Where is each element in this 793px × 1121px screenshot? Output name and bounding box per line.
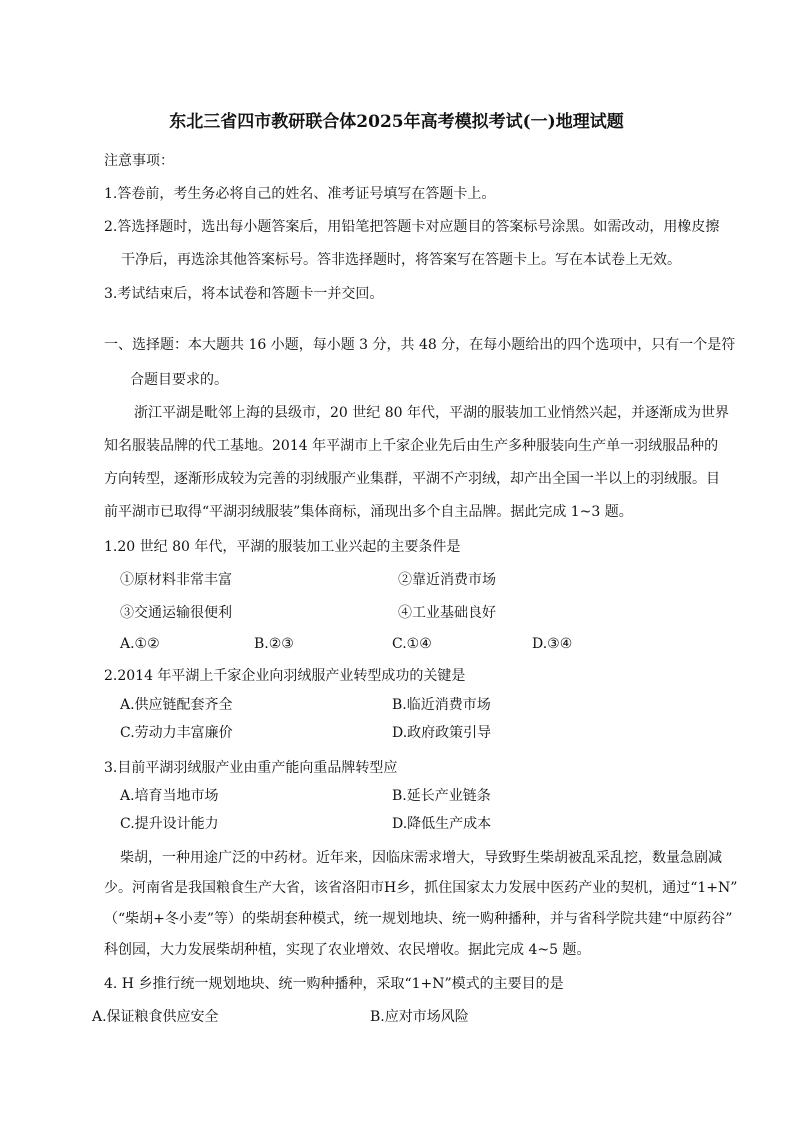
notice-item-2: 2.答选择题时，选出每小题答案后，用铅笔把答题卡对应题目的答案标号涂黑。如需改动，用橡皮擦 xyxy=(104,219,720,235)
q3-option-c: C.提升设计能力 xyxy=(120,816,219,832)
q2-option-a: A.供应链配套齐全 xyxy=(120,697,233,713)
q3-option-a: A.培育当地市场 xyxy=(120,788,219,804)
q1-item-3: ③交通运输很便利 xyxy=(120,605,232,621)
q2-option-b: B.临近消费市场 xyxy=(392,697,491,713)
passage1-line-3: 方向转型，逐渐形成较为完善的羽绒服产业集群，平湖不产羽绒，却产出全国一半以上的羽绒服。目 xyxy=(104,471,720,487)
q2-option-d: D.政府政策引导 xyxy=(392,725,492,741)
q1-option-b: B.②③ xyxy=(254,636,294,652)
passage1-line-1: 浙江平湖是毗邻上海的县级市，20 世纪 80 年代，平湖的服装加工业悄然兴起，并逐渐成为世界 xyxy=(134,405,729,421)
passage1-line-4: 前平湖市已取得“平湖羽绒服装”集体商标，涌现出多个自主品牌。据此完成 1~3 题。 xyxy=(104,504,633,520)
section-heading: 一、选择题：本大题共 16 小题，每小题 3 分，共 48 分，在每小题给出的四个选项中，只有一个是符 xyxy=(104,337,736,353)
q1-stem: 1.20 世纪 80 年代，平湖的服装加工业兴起的主要条件是 xyxy=(104,539,461,555)
q1-item-4: ④工业基础良好 xyxy=(398,605,496,621)
q1-option-a: A.①② xyxy=(120,636,160,652)
passage2-line-4: 科创园，大力发展柴胡种植，实现了农业增效、农民增收。据此完成 4~5 题。 xyxy=(104,942,591,958)
q4-option-a: A.保证粮食供应安全 xyxy=(92,1009,219,1025)
notice-item-3: 3.考试结束后，将本试卷和答题卡一并交回。 xyxy=(104,286,384,302)
passage1-line-2: 知名服装品牌的代工基地。2014 年平湖市上千家企业先后由生产多种服装向生产单一羽绒服品种的 xyxy=(104,438,719,454)
notice-item-1: 1.答卷前，考生务必将自己的姓名、准考证号填写在答题卡上。 xyxy=(104,186,496,202)
q4-option-b: B.应对市场风险 xyxy=(370,1009,469,1025)
q1-option-d: D.③④ xyxy=(532,636,573,652)
q2-stem: 2.2014 年平湖上千家企业向羽绒服产业转型成功的关键是 xyxy=(104,668,466,684)
q1-item-1: ①原材料非常丰富 xyxy=(120,572,232,588)
page-title: 东北三省四市教研联合体2025年高考模拟考试(一)地理试题 xyxy=(169,112,624,132)
passage2-line-3: （“柴胡+冬小麦”等）的柴胡套种模式，统一规划地块、统一购种播种，并与省科学院共建“中原药谷” xyxy=(104,911,733,927)
q3-stem: 3.目前平湖羽绒服产业由重产能向重品牌转型应 xyxy=(104,760,398,776)
notice-item-2-cont: 干净后，再选涂其他答案标号。答非选择题时，将答案写在答题卡上。写在本试卷上无效。 xyxy=(121,252,681,268)
passage2-line-1: 柴胡，一种用途广泛的中药材。近年来，因临床需求增大，导致野生柴胡被乱采乱挖，数量急剧减 xyxy=(120,850,722,866)
q1-item-2: ②靠近消费市场 xyxy=(398,572,496,588)
notice-heading: 注意事项： xyxy=(104,153,174,169)
passage2-line-2: 少。河南省是我国粮食生产大省，该省洛阳市H乡，抓住国家太力发展中医药产业的契机，通过“1+N” xyxy=(104,880,738,896)
q3-option-b: B.延长产业链条 xyxy=(392,788,491,804)
q1-option-c: C.①④ xyxy=(392,636,432,652)
section-heading-cont: 合题目要求的。 xyxy=(130,372,228,388)
q3-option-d: D.降低生产成本 xyxy=(392,816,492,832)
q2-option-c: C.劳动力丰富廉价 xyxy=(120,725,233,741)
q4-stem: 4. H 乡推行统一规划地块、统一购种播种，采取“1+N”模式的主要目的是 xyxy=(104,976,564,992)
